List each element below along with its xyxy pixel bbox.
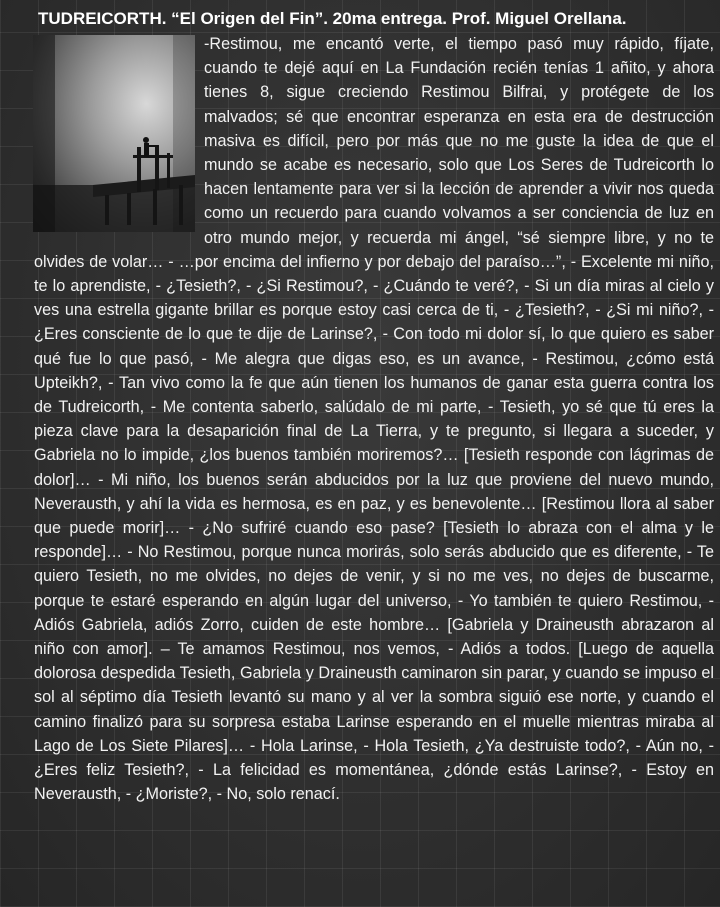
- article-title: TUDREICORTH. “El Origen del Fin”. 20ma entrega. Prof. Miguel Orellana.: [38, 9, 627, 28]
- article-body: -Restimou, me encantó verte, el tiempo pasó muy rápido, fíjate, cuando te dejé aquí en La Fundación recién tenías 1 añito, y ahora tienes 8, sigue creciendo Restimou Bilfrai, y protégete de los malvados; sé que encontrar esperanza en esta era de destrucción masiva es difícil, pero por más que no me guste la idea de que el mundo se acabe es necesario, solo que Los Seres de Tudreicorth lo hacen lentamente para ver si la lección de aprender a vivir nos queda como un recuerdo para cuando volvamos a ser conciencia de luz en otro mundo mejor, y recuerda mi ángel, “sé siempre libre, y no te olvides de volar… - …por encima del infierno y por debajo del paraíso…”, - Excelente mi niño, te lo aprendiste, - ¿Tesieth?, - ¿Si Restimou?, - ¿Cuándo te veré?, - Si un día miras al cielo y ves una estrella gigante brillar es porque estoy casi cerca de ti, - ¿Tesieth?, - ¿Si mi niño?, - ¿Eres consciente de lo que te dije de Larinse?, - Con todo mi dolor sí, lo que quiero es saber qué fue lo que pasó, - Me alegra que digas eso, es un avance, - Restimou, ¿cómo está Upteikh?, - Tan vivo como la fe que aún tienen los humanos de ganar esta guerra contra los de Tudreicorth, - Me contenta saberlo, salúdalo de mi parte, - Tesieth, yo sé que tú eres la pieza clave para la desaparición final de La Tierra, y te pregunto, si llegara a suceder, y Gabriela no lo impide, ¿los buenos también moriremos?… [Tesieth responde con lágrimas de dolor]… - Mi niño, los buenos serán abducidos por la luz que proviene del nuevo mundo, Neverausth, y ahí la vida es hermosa, es en paz, y es benevolente… [Restimou llora al saber que puede morir]… - ¿No sufriré cuando eso pase? [Tesieth lo abraza con el alma y le responde]… - No Restimou, porque nunca morirás, solo serás abducido que es diferente, - Te quiero Tesieth, no me olvides, no dejes de venir, y si no me ves, no dejes de buscarme, porque te estaré esperando en algún lugar del universo, - Yo también te quiero Restimou, - Adiós Gabriela, adiós Zorro, cuiden de este hombre… [Gabriela y Draineusth abrazaron al niño con amor]. – Te amamos Restimou, nos vemos, - Adiós a todos. [Luego de aquella dolorosa despedida Tesieth, Gabriela y Draineusth caminaron sin parar, y cuando se impuso el sol al séptimo día Tesieth levantó su mano y al ver la sombra siguió ese norte, y cuando el camino finalizó para su sorpresa estaba Larinse esperando en el muelle mientras miraba al Lago de Los Siete Pilares]… - Hola Larinse, - Hola Tesieth, ¿Ya destruiste todo?, - Aún no, - ¿Eres feliz Tesieth?, - La felicidad es momentánea, ¿dónde estás Larinse?, - Estoy en Neverausth, - ¿Moriste?, - No, solo renací.: [34, 35, 714, 804]
